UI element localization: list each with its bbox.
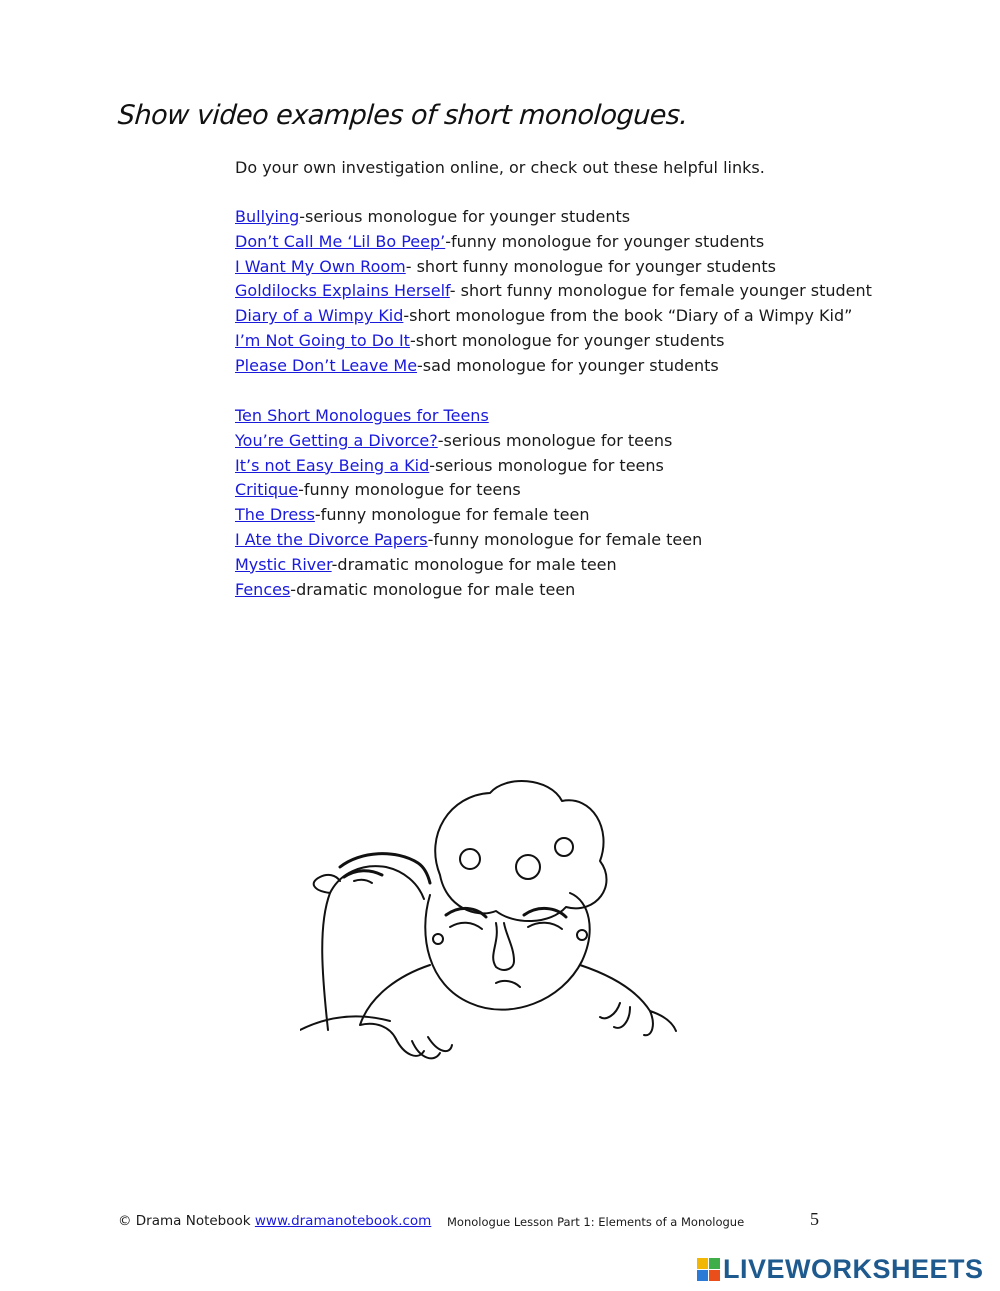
link-description: -serious monologue for younger students [299,207,631,226]
logo-blocks [697,1258,720,1281]
hair-curl [516,855,540,879]
woman-mouth [496,981,520,987]
list-item [235,454,702,479]
link-description: -serious monologue for teens [429,455,664,475]
hair-curl [555,838,573,856]
monologue-link[interactable]: Critique [235,480,299,500]
link-description: -funny monologue for female teen [314,505,590,525]
list-item [235,354,872,379]
monologue-link[interactable]: Bullying [235,207,300,226]
footer-copyright [118,1213,431,1229]
woman-eye-right [528,923,562,929]
list-item [235,329,872,354]
site-link[interactable]: www.dramanotebook.com [254,1213,432,1229]
link-description: - short funny monologue for younger students [405,256,776,276]
woman-hand-left [396,1037,452,1058]
monologue-link[interactable]: I Want My Own Room [235,256,406,276]
woman-arm-left [360,965,430,1039]
list-item [235,429,702,454]
liveworksheets-logo [697,1254,984,1285]
monologue-link[interactable]: The Dress [235,505,315,525]
copyright-text: © Drama Notebook [118,1213,255,1229]
monologue-link[interactable]: Please Don’t Leave Me [235,355,418,375]
list-item [235,578,702,603]
hair-curl [460,849,480,869]
list-item [235,205,872,230]
woman-arm-right [580,965,650,1011]
woman-earring [433,934,443,944]
list-item [235,478,702,503]
monologue-link[interactable]: Goldilocks Explains Herself [235,281,450,301]
monologue-link[interactable]: I Ate the Divorce Papers [235,529,428,549]
footer-lesson-title: Monologue Lesson Part 1: Elements of a Monologue [447,1215,745,1229]
monologue-link[interactable]: Mystic River [235,554,332,574]
list-item [235,404,702,429]
woman-brow-left [446,908,486,917]
logo-block [709,1258,720,1269]
man-figure [322,866,424,1030]
monologue-link[interactable]: Ten Short Monologues for Teens [235,406,489,425]
man-hair [340,854,430,883]
link-description: -dramatic monologue for male teen [290,579,576,599]
page-number: 5 [810,1209,819,1229]
teens-link-list [235,404,702,602]
link-description: -funny monologue for female teen [427,529,703,549]
list-item [235,279,872,304]
monologue-link[interactable]: I’m Not Going to Do It [235,330,410,350]
list-item [235,230,872,255]
logo-block [697,1258,708,1269]
woman-brow-right [524,908,566,917]
man-hand [300,1016,390,1030]
list-item [235,255,872,280]
list-item [235,304,872,329]
link-description: -short monologue for younger students [409,330,725,350]
list-item [235,553,702,578]
monologue-link[interactable]: Diary of a Wimpy Kid [235,306,404,326]
page-heading: Show video examples of short monologues. [116,100,689,131]
link-description: -dramatic monologue for male teen [331,554,617,574]
link-description: -sad monologue for younger students [417,355,719,375]
monologue-link[interactable]: Don’t Call Me ‘Lil Bo Peep’ [235,231,446,251]
monologue-link[interactable]: Fences [235,579,291,599]
list-item [235,503,702,528]
logo-block [697,1270,708,1281]
link-description: -short monologue from the book “Diary of a Wimpy Kid” [403,306,853,326]
man-eye [354,880,372,883]
woman-hand-right [600,1003,676,1035]
woman-nose [493,923,514,970]
intro-text: Do your own investigation online, or check out these helpful links. [235,158,765,177]
logo-text: LIVEWORKSHEETS [723,1254,984,1284]
link-description: -funny monologue for teens [298,480,521,500]
list-item [235,528,702,553]
link-description: -serious monologue for teens [437,430,673,450]
cartoon-illustration [300,775,690,1070]
monologue-link[interactable]: It’s not Easy Being a Kid [235,455,430,475]
woman-eye-left [450,923,482,929]
monologue-link[interactable]: You’re Getting a Divorce? [235,430,438,450]
woman-earring [577,930,587,940]
link-description: -funny monologue for younger students [445,231,765,251]
logo-block [709,1270,720,1281]
link-description: - short funny monologue for female younger student [449,281,872,301]
woman-face [425,893,589,1010]
younger-students-link-list [235,205,872,379]
